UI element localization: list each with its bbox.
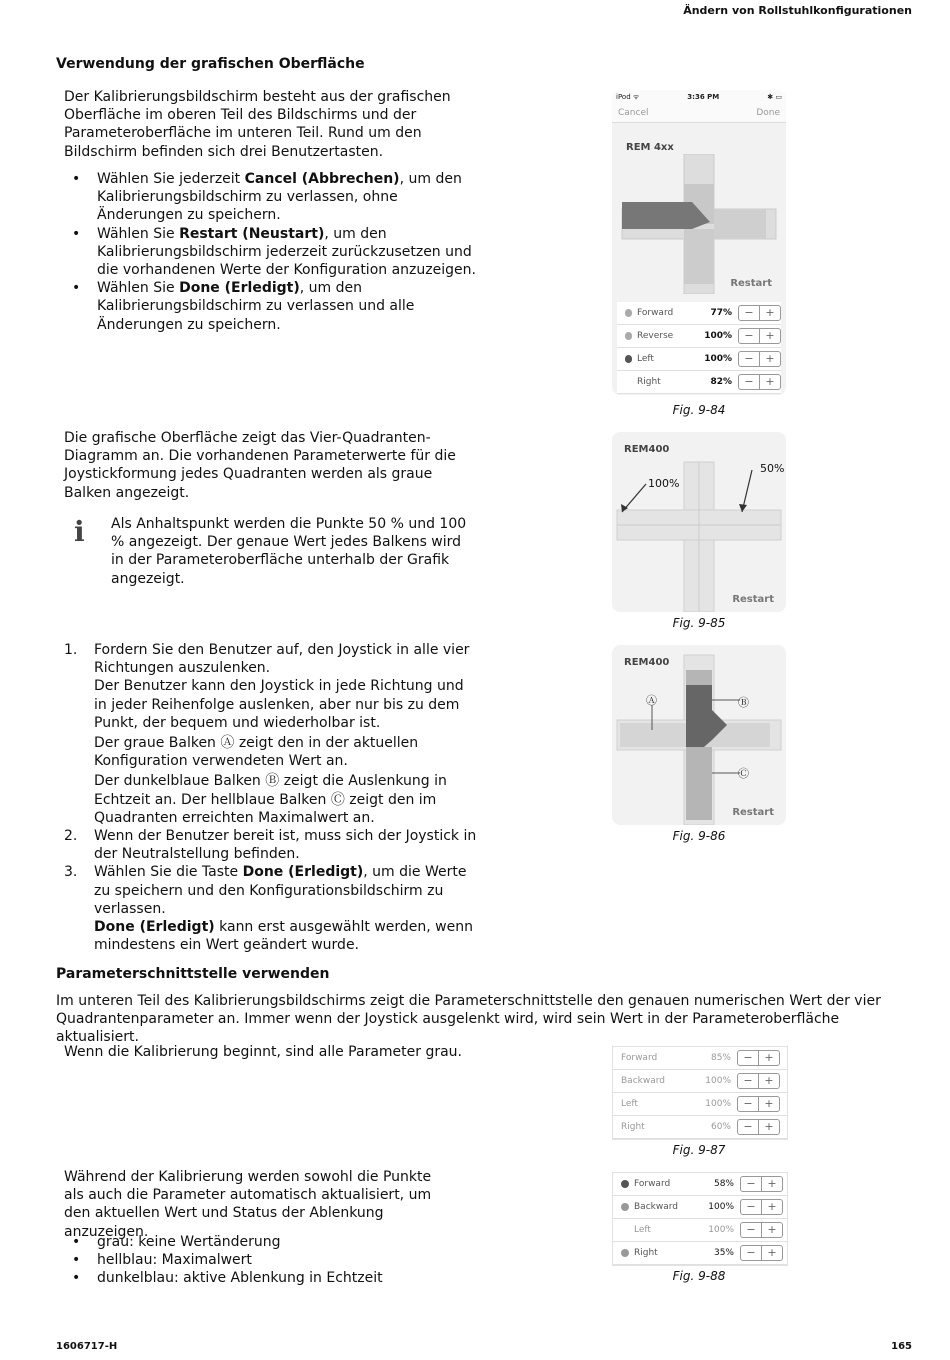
device-title: REM400 xyxy=(624,444,670,455)
param-update-text: Während der Kalibrierung werden sowohl die Punkte als auch die Parameter automatisch aktualisiert, um den aktuellen Wert und Status der Ablenkung anzuzeigen. xyxy=(64,1169,432,1240)
calibration-screen-fig84 xyxy=(612,90,786,395)
status-dot xyxy=(621,1203,629,1211)
param-row-forward: Forward 77% − + xyxy=(617,302,781,325)
stepper[interactable]: − + xyxy=(738,328,781,344)
legend-grey: • grau: keine Wertänderung xyxy=(64,1233,444,1251)
stepper[interactable]: − + xyxy=(740,1245,783,1261)
stepper[interactable]: − + xyxy=(738,351,781,367)
figure-caption-88: Fig. 9-88 xyxy=(672,1269,726,1283)
stepper[interactable]: − + xyxy=(737,1050,780,1066)
running-header: Ändern von Rollstuhlkonfigurationen xyxy=(683,4,912,17)
stepper[interactable]: − + xyxy=(737,1073,780,1089)
legend-darkblue: • dunkelblau: aktive Ablenkung in Echtzeit xyxy=(64,1269,444,1287)
stepper[interactable]: − + xyxy=(738,374,781,390)
param-grey-text: Wenn die Kalibrierung beginnt, sind alle Parameter grau. xyxy=(64,1044,463,1060)
marker-c: Ⓒ xyxy=(738,767,749,780)
device-title: REM400 xyxy=(624,657,670,668)
note-text: Als Anhaltspunkt werden die Punkte 50 % und 100 % angezeigt. Der genaue Wert jedes Balkens wird in der Parameteroberfläche unterhalb der Grafik angezeigt. xyxy=(111,516,467,587)
info-icon: ℹ xyxy=(74,515,85,548)
param-row-backward: Backward 100% − + xyxy=(613,1196,787,1219)
steps-list xyxy=(64,641,479,954)
quadrant-graph xyxy=(612,154,786,294)
status-bar: iPod ᯤ 3:36 PM ✱ ▭ xyxy=(612,90,786,104)
parameter-panel-fig88 xyxy=(612,1172,788,1266)
stepper[interactable]: − + xyxy=(740,1222,783,1238)
color-legend xyxy=(64,1233,444,1288)
param-row-forward: Forward 58% − + xyxy=(613,1173,787,1196)
quadrant-graph xyxy=(612,645,786,825)
figure-caption-85: Fig. 9-85 xyxy=(672,616,726,630)
param-row-left: Left 100% − + xyxy=(613,1219,787,1242)
parameter-panel-fig87 xyxy=(612,1046,788,1140)
intro-paragraph xyxy=(64,88,459,161)
param-row-right: Right 35% − + xyxy=(613,1242,787,1265)
bullet-done: • Wählen Sie Done (Erledigt), um den Kalibrierungsbildschirm zu verlassen und alle Änderungen zu speichern. xyxy=(64,279,479,334)
quadrant-graph xyxy=(612,432,786,612)
button-bullets xyxy=(64,170,479,334)
done-button[interactable]: Done xyxy=(756,108,780,118)
param-row-left: Left 100% − + xyxy=(613,1093,787,1116)
figure-caption-87: Fig. 9-87 xyxy=(672,1143,726,1157)
calibration-graph-fig85 xyxy=(612,432,786,612)
param-row-right: Right 60% − + xyxy=(613,1116,787,1139)
label-50-percent: 50% xyxy=(760,462,785,475)
marker-a: Ⓐ xyxy=(646,694,657,707)
restart-button[interactable]: Restart xyxy=(730,278,772,289)
quadrant-paragraph: Die grafische Oberfläche zeigt das Vier-Quadranten-Diagramm an. Die vorhandenen Parameterwerte für die Joystickformung jedes Quadranten werden als graue Balken angezeigt. xyxy=(64,430,456,501)
param-row-reverse: Reverse 100% − + xyxy=(617,325,781,348)
intro-text: Der Kalibrierungsbildschirm besteht aus der grafischen Oberfläche im oberen Teil des Bildschirms und der Parameteroberfläche im unteren Teil. Rund um den Bildschirm befinden sich drei Benutzertasten. xyxy=(64,89,451,160)
status-dot xyxy=(621,1226,629,1234)
param-row-right: Right 82% − + xyxy=(617,371,781,394)
bullet-cancel: • Wählen Sie jederzeit Cancel (Abbrechen), um den Kalibrierungsbildschirm zu verlassen, ohne Änderungen zu speichern. xyxy=(64,170,479,225)
stepper[interactable]: − + xyxy=(740,1199,783,1215)
marker-b: Ⓑ xyxy=(738,696,749,709)
param-row-forward: Forward 85% − + xyxy=(613,1047,787,1070)
status-dot xyxy=(625,378,632,386)
calibration-graph-fig86 xyxy=(612,645,786,825)
stepper[interactable]: − + xyxy=(738,305,781,321)
parameter-panel xyxy=(617,302,781,394)
status-dot xyxy=(621,1180,629,1188)
stepper[interactable]: − + xyxy=(737,1096,780,1112)
status-dot xyxy=(625,355,632,363)
restart-button[interactable]: Restart xyxy=(732,807,774,818)
nav-bar xyxy=(612,104,786,123)
step-2: 2. Wenn der Benutzer bereit ist, muss sich der Joystick in der Neutralstellung befinden. xyxy=(64,828,477,863)
stepper[interactable]: − + xyxy=(740,1176,783,1192)
section-heading-graphical: Verwendung der grafischen Oberfläche xyxy=(56,56,365,72)
cancel-button[interactable]: Cancel xyxy=(618,108,649,118)
bullet-restart: • Wählen Sie Restart (Neustart), um den Kalibrierungsbildschirm jederzeit zurückzusetzen und die vorhandenen Werte der Konfiguration anzuzeigen. xyxy=(64,225,479,280)
step-1: 1. Fordern Sie den Benutzer auf, den Joystick in alle vier Richtungen auszulenken. Der Benutzer kann den Joystick in jede Richtung und in jeder Reihenfolge auslenken, aber nur bis zu dem Punkt, der bequem und wiederholbar ist. Der graue Balken Ⓐ zeigt den in der aktuellen Konfiguration verwendeten Wert an. Der dunkelblaue Balken Ⓑ zeigt die Auslenkung in Echtzeit an. Der hellblaue Balken Ⓒ zeigt den im Quadranten erreichten Maximalwert an. xyxy=(64,642,470,826)
stepper[interactable]: − + xyxy=(737,1119,780,1135)
figure-caption-84: Fig. 9-84 xyxy=(672,403,726,417)
step-3: 3. Wählen Sie die Taste Done (Erledigt), um die Werte zu speichern und den Konfigurationsbildschirm zu verlassen. Done (Erledigt) kann erst ausgewählt werden, wenn mindestens ein Wert geändert wurde. xyxy=(64,864,473,954)
section-heading-parameter: Parameterschnittstelle verwenden xyxy=(56,966,330,982)
param-row-left: Left 100% − + xyxy=(617,348,781,371)
status-dot xyxy=(621,1249,629,1257)
legend-lightblue: • hellblau: Maximalwert xyxy=(64,1251,444,1269)
page-number: 165 xyxy=(891,1341,912,1352)
restart-button[interactable]: Restart xyxy=(732,594,774,605)
param-row-backward: Backward 100% − + xyxy=(613,1070,787,1093)
device-title: REM 4xx xyxy=(626,142,674,153)
label-100-percent: 100% xyxy=(648,477,680,490)
figure-caption-86: Fig. 9-86 xyxy=(672,829,726,843)
param-intro: Im unteren Teil des Kalibrierungsbildschirms zeigt die Parameterschnittstelle den genauen numerischen Wert der vier Quadrantenparameter an. Immer wenn der Joystick ausgelenkt wird, wird sein Wert in der Parameteroberfläche aktualisiert. xyxy=(56,993,881,1046)
status-dot xyxy=(625,332,632,340)
document-id: 1606717-H xyxy=(56,1341,118,1352)
status-dot xyxy=(625,309,632,317)
